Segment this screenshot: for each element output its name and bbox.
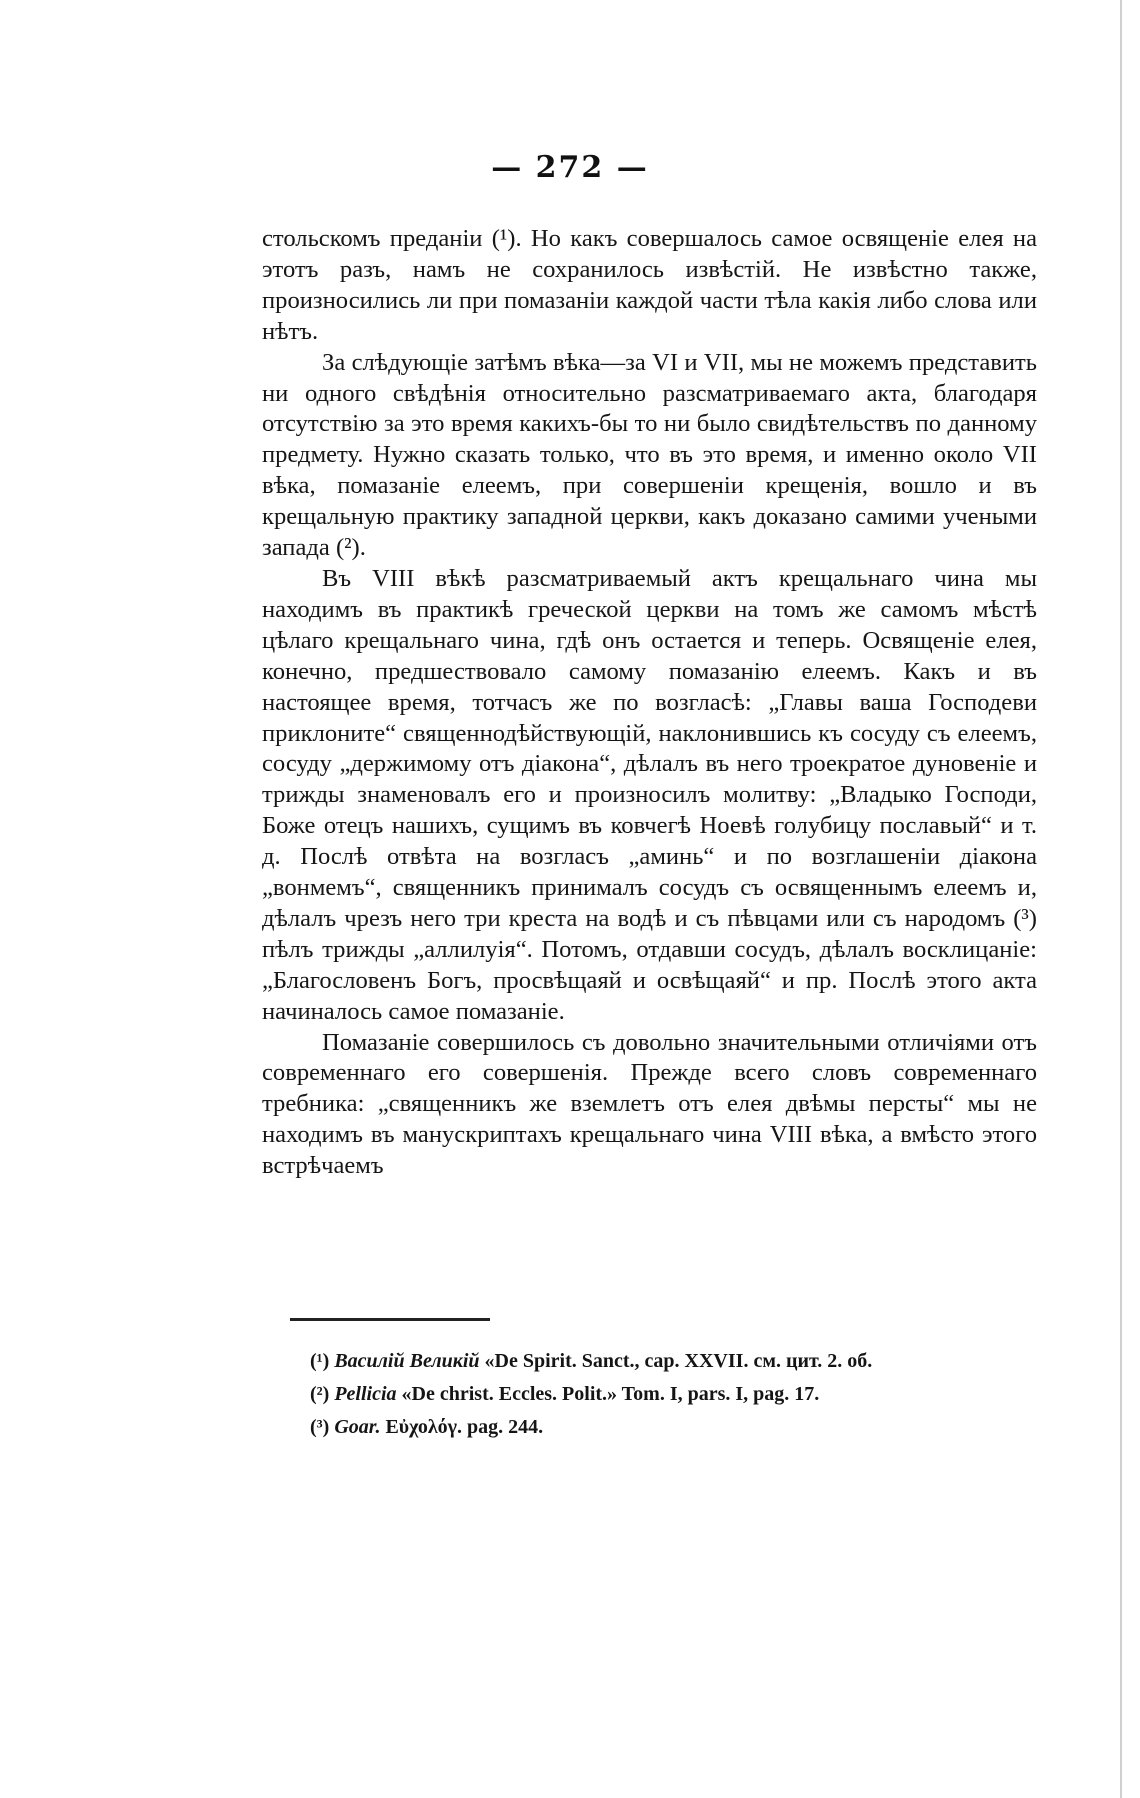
paragraph-3: Въ VIII вѣкѣ разсматриваемый актъ крещальнаго чина мы находимъ въ практикѣ греческой церкви на томъ же самомъ мѣстѣ цѣлаго крещальнаго чина, гдѣ онъ остается и теперь. Освященіе елея, конечно, предшествовало самому помазанію елеемъ. Какъ и въ настоящее время, тотчасъ же по возгласѣ: „Главы ваша Господеви приклоните“ священнодѣйствующій, наклонившись къ сосуду съ елеемъ, сосуду „держимому отъ діакона“, дѣлалъ въ него троекратое дуновеніе и трижды знаменовалъ его и произносилъ молитву: „Владыко Господи, Боже отецъ нашихъ, сущимъ въ ковчегѣ Ноевѣ голубицу пославый“ и т. д. Послѣ отвѣта на возгласъ „аминь“ и по возглашеніи діакона „вонмемъ“, священникъ принималъ сосудъ съ освященнымъ елеемъ и, дѣлалъ чрезъ него три креста на водѣ и съ пѣвцами или съ народомъ (³) пѣлъ трижды „аллилуія“. Потомъ, отдавши сосудъ, дѣлалъ восклицаніе: „Благословенъ Богъ, просвѣщаяй и освѣщаяй“ и пр. Послѣ этого акта начиналось самое помазаніе.: [262, 564, 1037, 1025]
footnote-citation: «De Spirit. Sanct., cap. XXVII. см. цит. 2. об.: [484, 1350, 873, 1372]
footnote-citation: «De christ. Eccles. Polit.» Tom. I, pars. I, pag. 17.: [401, 1383, 820, 1405]
footnote-1: [310, 1345, 1037, 1378]
footnote-separator: [290, 1318, 490, 1321]
footnote-author: Василій Великій: [334, 1350, 480, 1372]
footnote-citation: Εὐχολόγ. pag. 244.: [385, 1416, 544, 1438]
footnote-author: Pellicia: [334, 1383, 397, 1405]
page-edge-line: [1120, 0, 1122, 1798]
paragraph-2: За слѣдующіе затѣмъ вѣка—за VI и VII, мы не можемъ представить ни одного свѣдѣнія относительно разсматриваемаго акта, благодаря отсутствію за это время какихъ-бы то ни было свидѣтельствъ по данному предмету. Нужно сказать только, что въ это время, и именно около VII вѣка, помазаніе елеемъ, при совершеніи крещенія, вошло и въ крещальную практику западной церкви, какъ доказано самими учеными запада (²).: [262, 348, 1037, 562]
footnote-author: Goar.: [334, 1416, 381, 1438]
footnote-mark: (²): [310, 1383, 330, 1405]
paragraph-1: стольскомъ преданіи (¹). Но какъ совершалось самое освященіе елея на этотъ разъ, намъ не сохранилось извѣстій. Не извѣстно также, произносились ли при помазаніи каждой части тѣла какія либо слова или нѣтъ.: [262, 225, 1037, 345]
footnotes-block: [310, 1345, 1037, 1444]
page-number: — 272 —: [491, 150, 649, 185]
footnote-mark: (³): [310, 1416, 330, 1438]
footnote-3: [310, 1411, 1037, 1444]
paragraph-4: Помазаніе совершилось съ довольно значительными отличіями отъ современнаго его совершенія. Прежде всего словъ современнаго требника: „священникъ же вземлетъ отъ елея двѣмы персты“ мы не находимъ въ манускриптахъ крещальнаго чина VIII вѣка, а вмѣсто этого встрѣчаемъ: [262, 1028, 1037, 1180]
footnote-mark: (¹): [310, 1350, 330, 1372]
main-text-block: [262, 224, 1037, 1182]
footnote-2: [310, 1378, 1037, 1411]
